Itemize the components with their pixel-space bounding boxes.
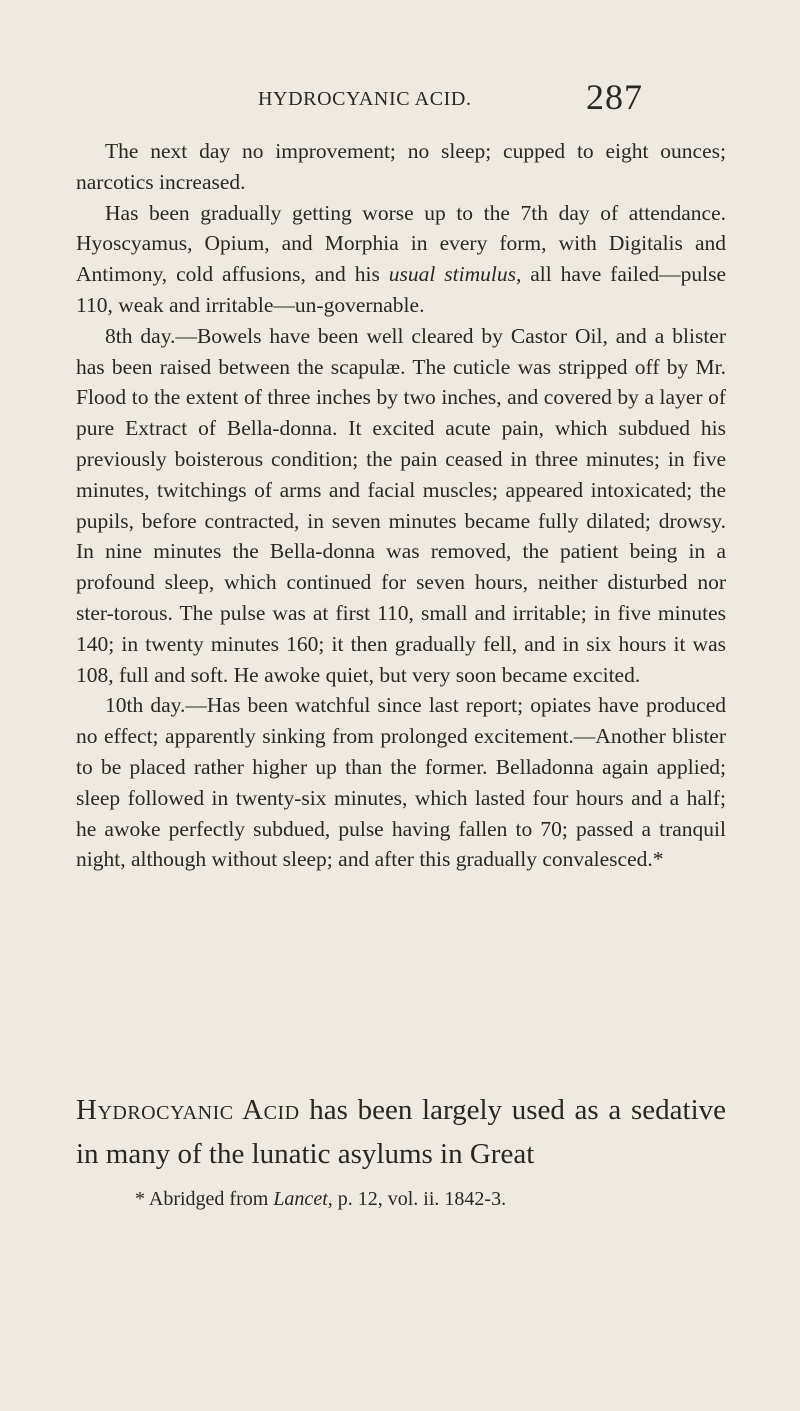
- paragraph-2-text-b: all have failed—pulse 110, weak and irritable—un-governable.: [76, 262, 726, 317]
- running-title: HYDROCYANIC ACID.: [258, 88, 472, 110]
- paragraph-2: [76, 198, 726, 321]
- page-number: 287: [586, 77, 643, 117]
- section-paragraph: [76, 1088, 726, 1176]
- section-text: has been largely used as a sedative in many of the lunatic asylums in Great: [76, 1094, 726, 1170]
- footnote: [135, 1186, 735, 1212]
- paragraph-1: The next day no improvement; no sleep; cupped to eight ounces; narcotics increased.: [76, 139, 726, 194]
- footnote-text-a: * Abridged from: [135, 1188, 274, 1210]
- running-head: [258, 72, 658, 117]
- paragraph-4: 10th day.—Has been watchful since last report; opiates have produced no effect; apparently sinking from prolonged excitement.—Another blister to be placed rather higher up than the former. Belladonna again applied; sleep followed in twenty-six minutes, which lasted four hours and a half; he awoke perfectly subdued, pulse having fallen to 70; passed a tranquil night, although without sleep; and after this gradually convalesced.*: [76, 693, 726, 872]
- paragraph-3: 8th day.—Bowels have been well cleared by Castor Oil, and a blister has been raised between the scapulæ. The cuticle was stripped off by Mr. Flood to the extent of three inches by two inches, and covered by a layer of pure Extract of Bella-donna. It excited acute pain, which subdued his previously boisterous condition; the pain ceased in three minutes; in five minutes, twitchings of arms and facial muscles; appeared intoxicated; the pupils, before contracted, in seven minutes became fully dilated; drowsy. In nine minutes the Bella-donna was removed, the patient being in a profound sleep, which continued for seven hours, neither disturbed nor ster-torous. The pulse was at first 110, small and irritable; in five minutes 140; in twenty minutes 160; it then gradually fell, and in six hours it was 108, full and soft. He awoke quiet, but very soon became excited.: [76, 323, 726, 687]
- body-text: [76, 136, 726, 875]
- footnote-source-italic: Lancet,: [273, 1188, 333, 1210]
- paragraph-2-text-a: Has been gradually getting worse up to the 7th day of attendance. Hyoscyamus, Opium, and Morphia in every form, with Digitalis and Antimony, cold affusions, and his: [76, 200, 726, 287]
- section-intro: [76, 1088, 726, 1176]
- section-heading: Hydrocyanic Acid: [76, 1094, 300, 1126]
- footnote-text-b: p. 12, vol. ii. 1842-3.: [332, 1188, 507, 1210]
- paragraph-2-italic: usual stimulus,: [388, 262, 522, 287]
